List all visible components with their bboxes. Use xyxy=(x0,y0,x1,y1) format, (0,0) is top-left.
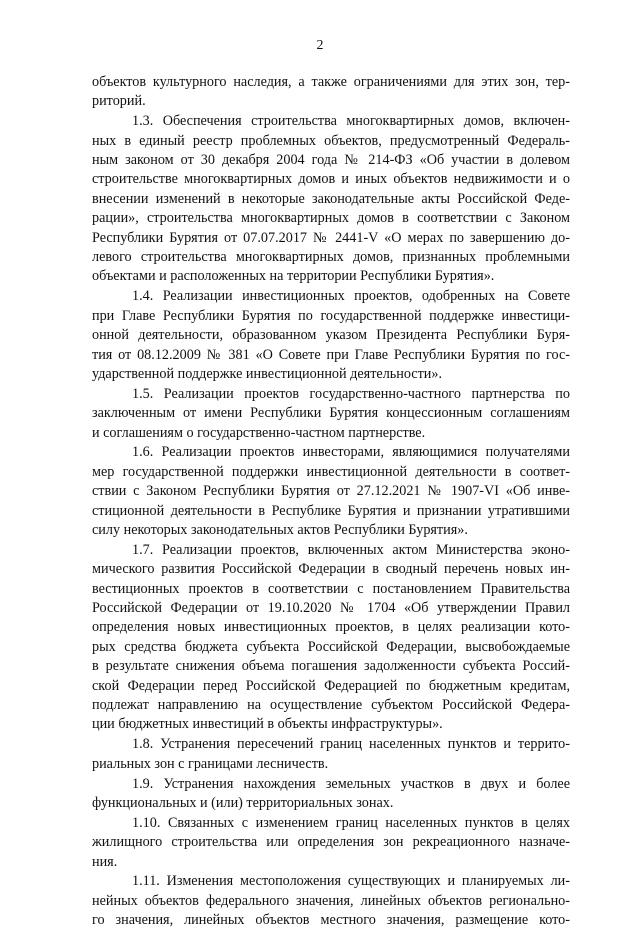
text-line: онной деятельности, образованном указом Президента Республики Буря- xyxy=(92,327,570,344)
text-line: левого строительства многоквартирных домов, признанных проблемными xyxy=(92,249,570,266)
text-line: го значения, линейных объектов местного значения, размещение кото- xyxy=(92,912,570,929)
text-line: вестиционных проектов в соответствии с постановлением Правительства xyxy=(92,580,570,597)
paragraph-first-line: 1.8. Устранения пересечений границ населенных пунктов и террито- xyxy=(132,736,570,753)
text-line: заключенным от имени Республики Бурятия концессионным соглашениям xyxy=(92,405,570,422)
text-line: ным законом от 30 декабря 2004 года № 214-ФЗ «Об участии в долевом xyxy=(92,152,570,169)
text-line: риальных зон с границами лесничеств. xyxy=(92,755,329,772)
text-line: Российской Федерации от 19.10.2020 № 1704 «Об утверждении Правил xyxy=(92,600,570,617)
text-line: подлежат направлению на осуществление субъектом Российской Федера- xyxy=(92,697,570,714)
text-line: ции бюджетных инвестиций в объекты инфраструктуры». xyxy=(92,716,443,733)
text-line: строительстве многоквартирных домов и иных объектов недвижимости и о xyxy=(92,171,570,188)
paragraph-first-line: 1.9. Устранения нахождения земельных участков в двух и более xyxy=(132,775,570,792)
paragraph-first-line: 1.10. Связанных с изменением границ населенных пунктов в целях xyxy=(132,814,570,831)
text-line: объектами и расположенных на территории Республики Бурятия». xyxy=(92,268,495,285)
text-line: рации», строительства многоквартирных домов в соответствии с Законом xyxy=(92,210,570,227)
text-line: ской Федерации перед Российской Федерацией по бюджетным кредитам, xyxy=(92,677,570,694)
text-line: рых средства бюджета субъекта Российской Федерации, высвобождаемые xyxy=(92,638,570,655)
text-line: в результате снижения объема погашения задолженности субъекта Россий- xyxy=(92,658,570,675)
text-line: риторий. xyxy=(92,93,146,110)
paragraph-first-line: 1.11. Изменения местоположения существующих и планируемых ли- xyxy=(132,873,570,890)
paragraph-first-line: 1.4. Реализации инвестиционных проектов, одобренных на Совете xyxy=(132,288,570,305)
text-line: определения новых инвестиционных проектов, в целях реализации кото- xyxy=(92,619,570,636)
text-line: мер государственной поддержки инвестиционной деятельности в соответ- xyxy=(92,463,570,480)
text-line: и соглашениям о государственно-частном партнерстве. xyxy=(92,424,426,441)
paragraph-first-line: 1.6. Реализации проектов инвесторами, являющимися получателями xyxy=(132,444,570,461)
text-line: функциональных и (или) территориальных зонах. xyxy=(92,794,394,811)
page-number: 2 xyxy=(316,38,324,53)
paragraph-first-line: 1.3. Обеспечения строительства многоквартирных домов, включен- xyxy=(132,113,570,130)
text-line: при Главе Республики Бурятия по государственной поддержке инвестици- xyxy=(92,307,570,324)
text-line: ударственной поддержке инвестиционной деятельности». xyxy=(92,365,443,382)
text-line: внесении изменений в некоторые законодательные акты Российской Феде- xyxy=(92,190,570,207)
text-line: Республики Бурятия от 07.07.2017 № 2441-V «О мерах по завершению до- xyxy=(92,229,570,246)
text-line: объектов культурного наследия, а также ограничениями для этих зон, тер- xyxy=(92,74,570,90)
text-line: нейных объектов федерального значения, линейных объектов регионально- xyxy=(92,892,570,909)
text-line: стиционной деятельности в Республике Бурятия и признании утратившими xyxy=(92,502,570,519)
text-line: ствии с Законом Республики Бурятия от 27.12.2021 № 1907-VI «Об инве- xyxy=(92,483,570,500)
text-line: ния. xyxy=(92,853,118,870)
paragraph-first-line: 1.7. Реализации проектов, включенных актом Министерства эконо- xyxy=(132,541,570,558)
paragraph-first-line: 1.5. Реализации проектов государственно-частного партнерства по xyxy=(132,385,570,402)
text-line: мического развития Российской Федерации в сводный перечень новых ин- xyxy=(92,561,570,578)
text-line: тия от 08.12.2009 № 381 «О Совете при Главе Республики Бурятия по гос- xyxy=(92,346,570,363)
text-line: ных в единый реестр проблемных объектов, предусмотренный Федераль- xyxy=(92,132,570,149)
text-line: силу некоторых законодательных актов Республики Бурятия». xyxy=(92,522,468,538)
text-line: жилищного строительства или определения зон рекреационного назначе- xyxy=(92,834,570,851)
